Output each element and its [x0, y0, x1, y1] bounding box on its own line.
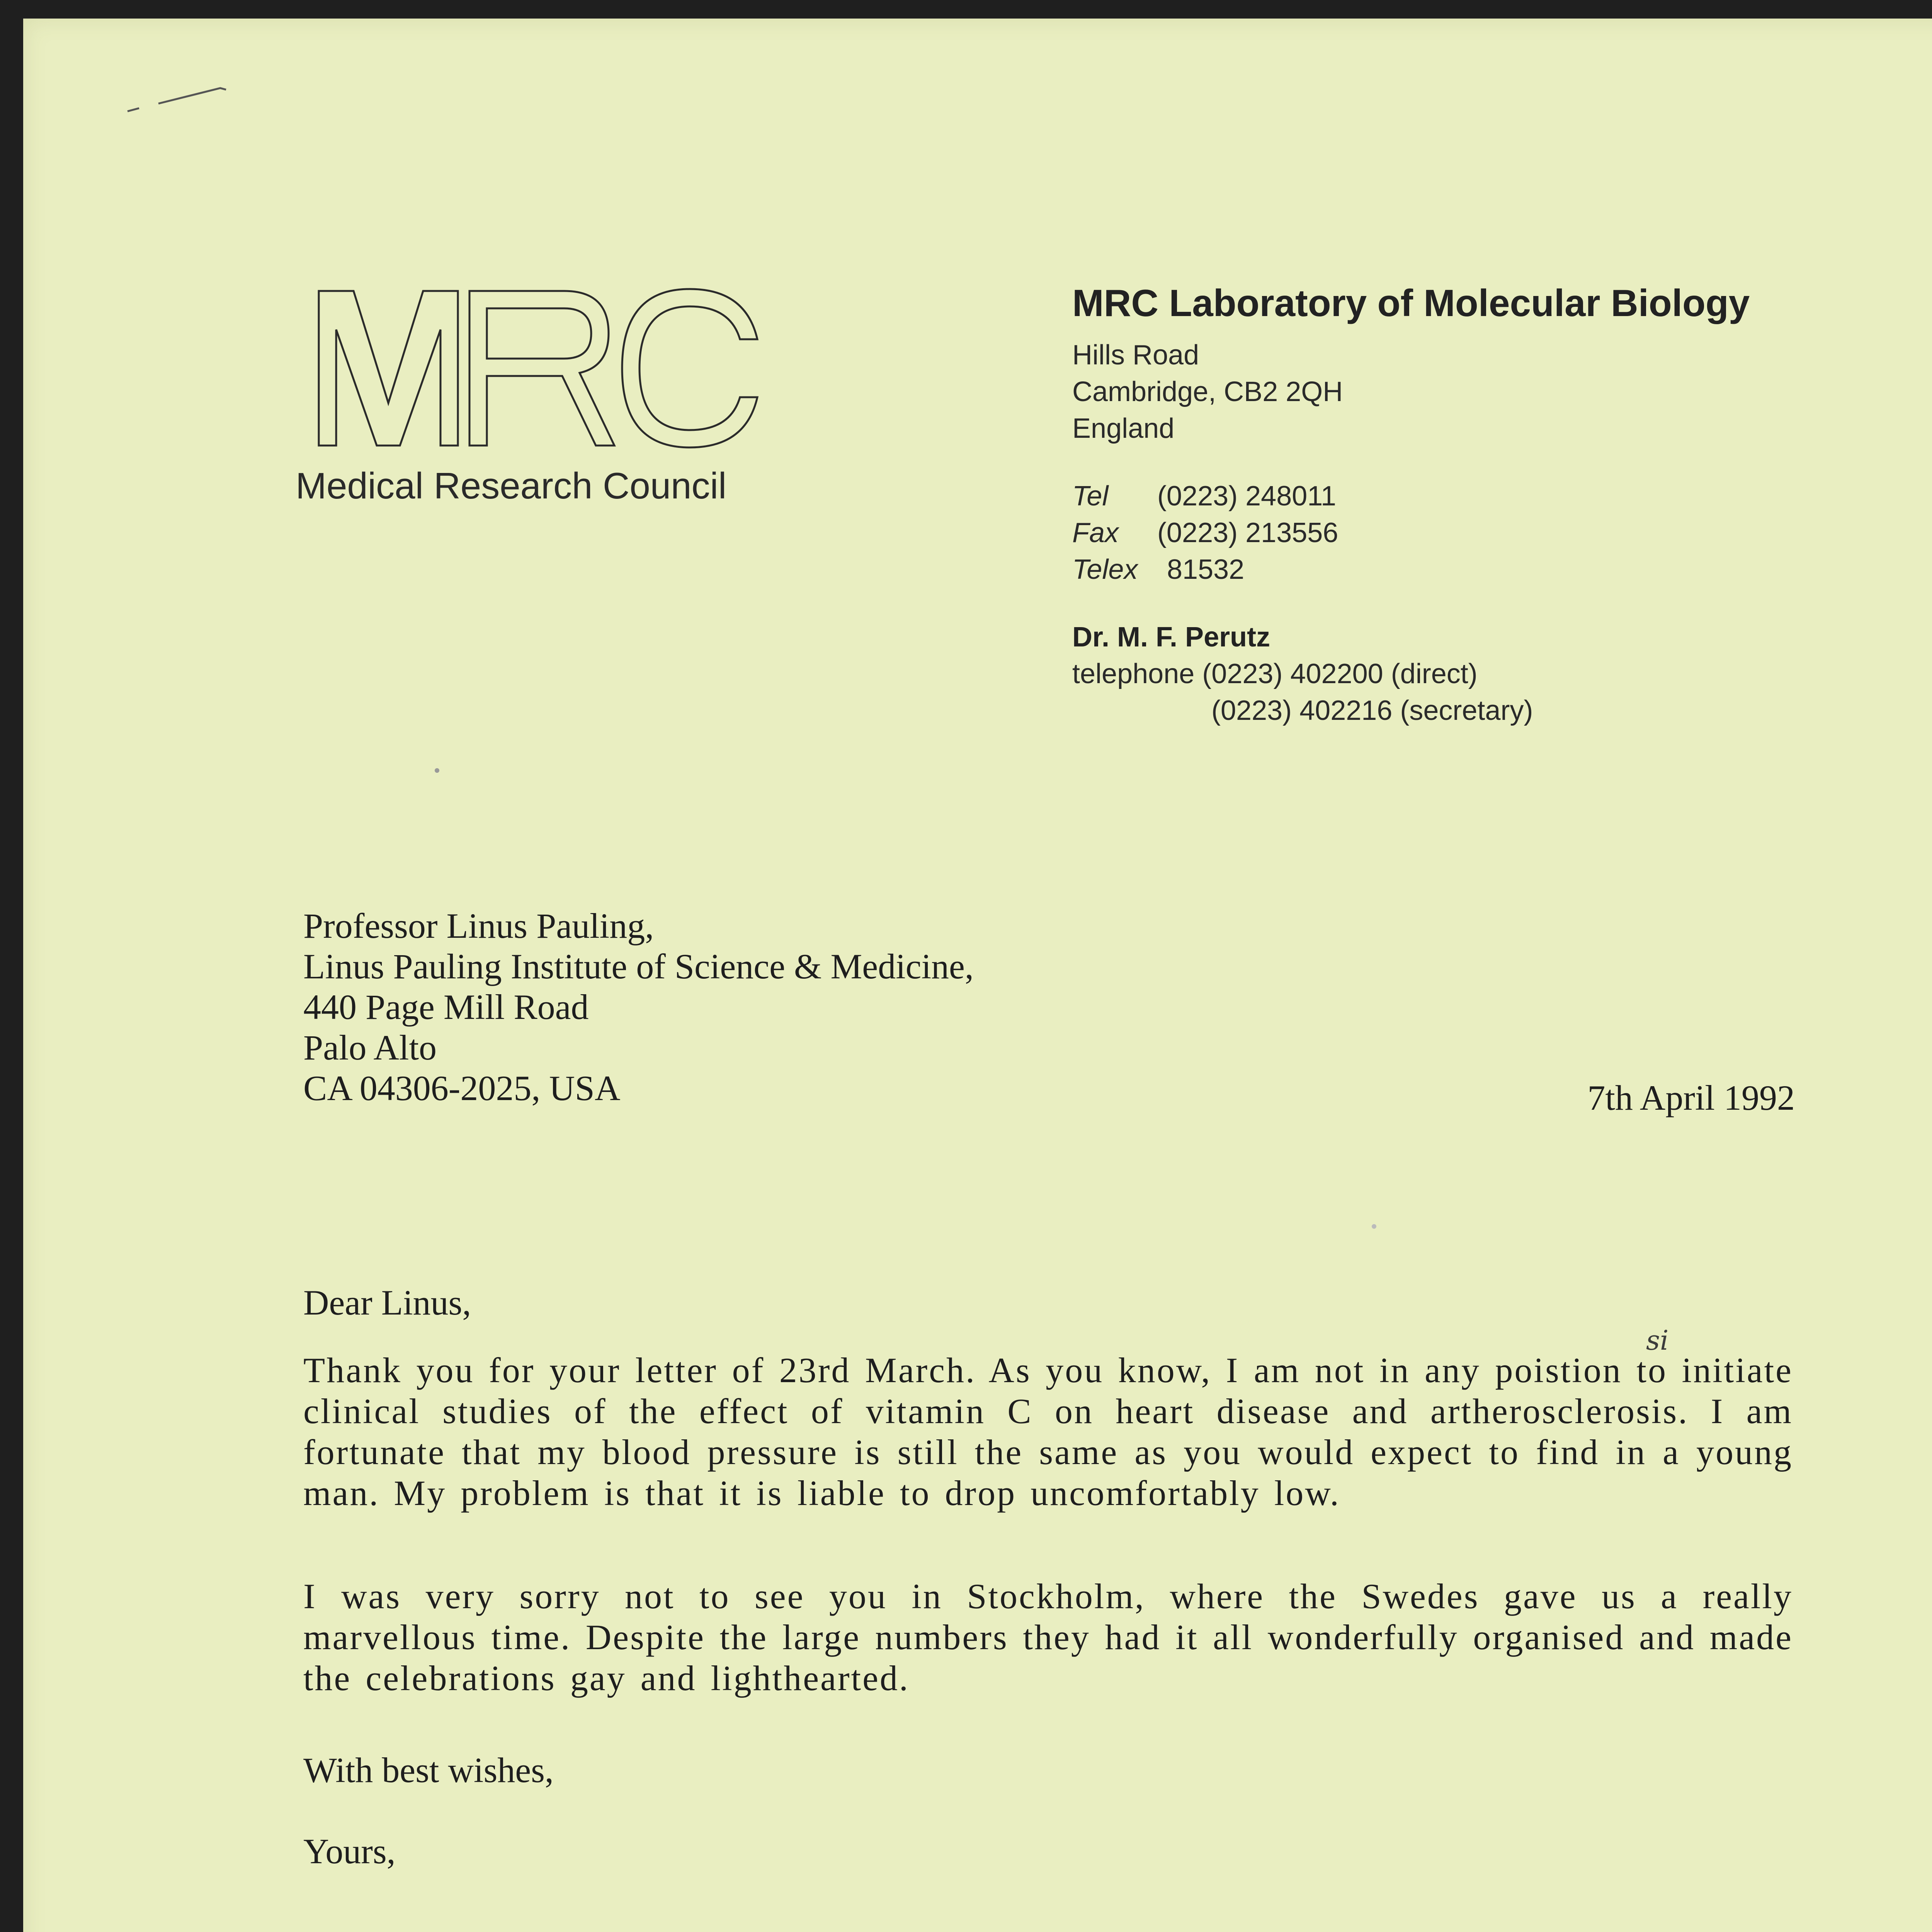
recipient-line: 440 Page Mill Road — [303, 987, 589, 1027]
fax-label: Fax — [1072, 517, 1119, 548]
recipient-line: Palo Alto — [303, 1028, 437, 1067]
body-paragraph: Thank you for your letter of 23rd March. As you know, I am not in any poistion to initiate clinical studies of the effect of vitamin C on heart disease and artherosclerosis. I am fortunate that my blood pressure is still the same as you would expect to find in a young man. My problem is that it is liable to drop uncomfortably low. — [303, 1350, 1793, 1513]
letter-page — [23, 19, 1932, 1932]
paper-speck — [435, 768, 439, 773]
closing-line: Yours, — [303, 1832, 396, 1871]
tel-value: (0223) 248011 — [1157, 481, 1337, 512]
tel-label: Tel — [1072, 481, 1109, 512]
address-line: England — [1072, 413, 1175, 444]
telex-label: Telex — [1072, 554, 1138, 585]
lab-name: MRC Laboratory of Molecular Biology — [1072, 282, 1750, 324]
letter-date: 7th April 1992 — [1587, 1078, 1795, 1117]
recipient-line: Linus Pauling Institute of Science & Medicine, — [303, 947, 974, 986]
body-paragraph: I was very sorry not to see you in Stockholm, where the Swedes gave us a really marvellous time. Despite the large numbers they had it all wonderfully organised and made the celebrations gay and lighthearted. — [303, 1577, 1793, 1698]
sender-phone-secretary: (0223) 402216 (secretary) — [1211, 695, 1533, 726]
pencil-mark — [124, 84, 247, 115]
closing-line: With best wishes, — [303, 1750, 554, 1790]
sender-name: Dr. M. F. Perutz — [1072, 622, 1270, 653]
fax-value: (0223) 213556 — [1157, 517, 1338, 548]
telex-value: 81532 — [1167, 554, 1245, 585]
address-line: Hills Road — [1072, 340, 1199, 371]
salutation: Dear Linus, — [303, 1283, 471, 1322]
paper-speck — [1372, 1224, 1376, 1229]
address-line: Cambridge, CB2 2QH — [1072, 376, 1343, 407]
mrc-logo-mark — [317, 287, 761, 449]
recipient-line: CA 04306-2025, USA — [303, 1068, 621, 1108]
logo-caption: Medical Research Council — [296, 465, 727, 507]
recipient-line: Professor Linus Pauling, — [303, 906, 654, 946]
mrc-logo — [296, 287, 771, 507]
handwritten-correction: si — [1646, 1325, 1669, 1356]
sender-phone-direct: telephone (0223) 402200 (direct) — [1072, 658, 1478, 689]
